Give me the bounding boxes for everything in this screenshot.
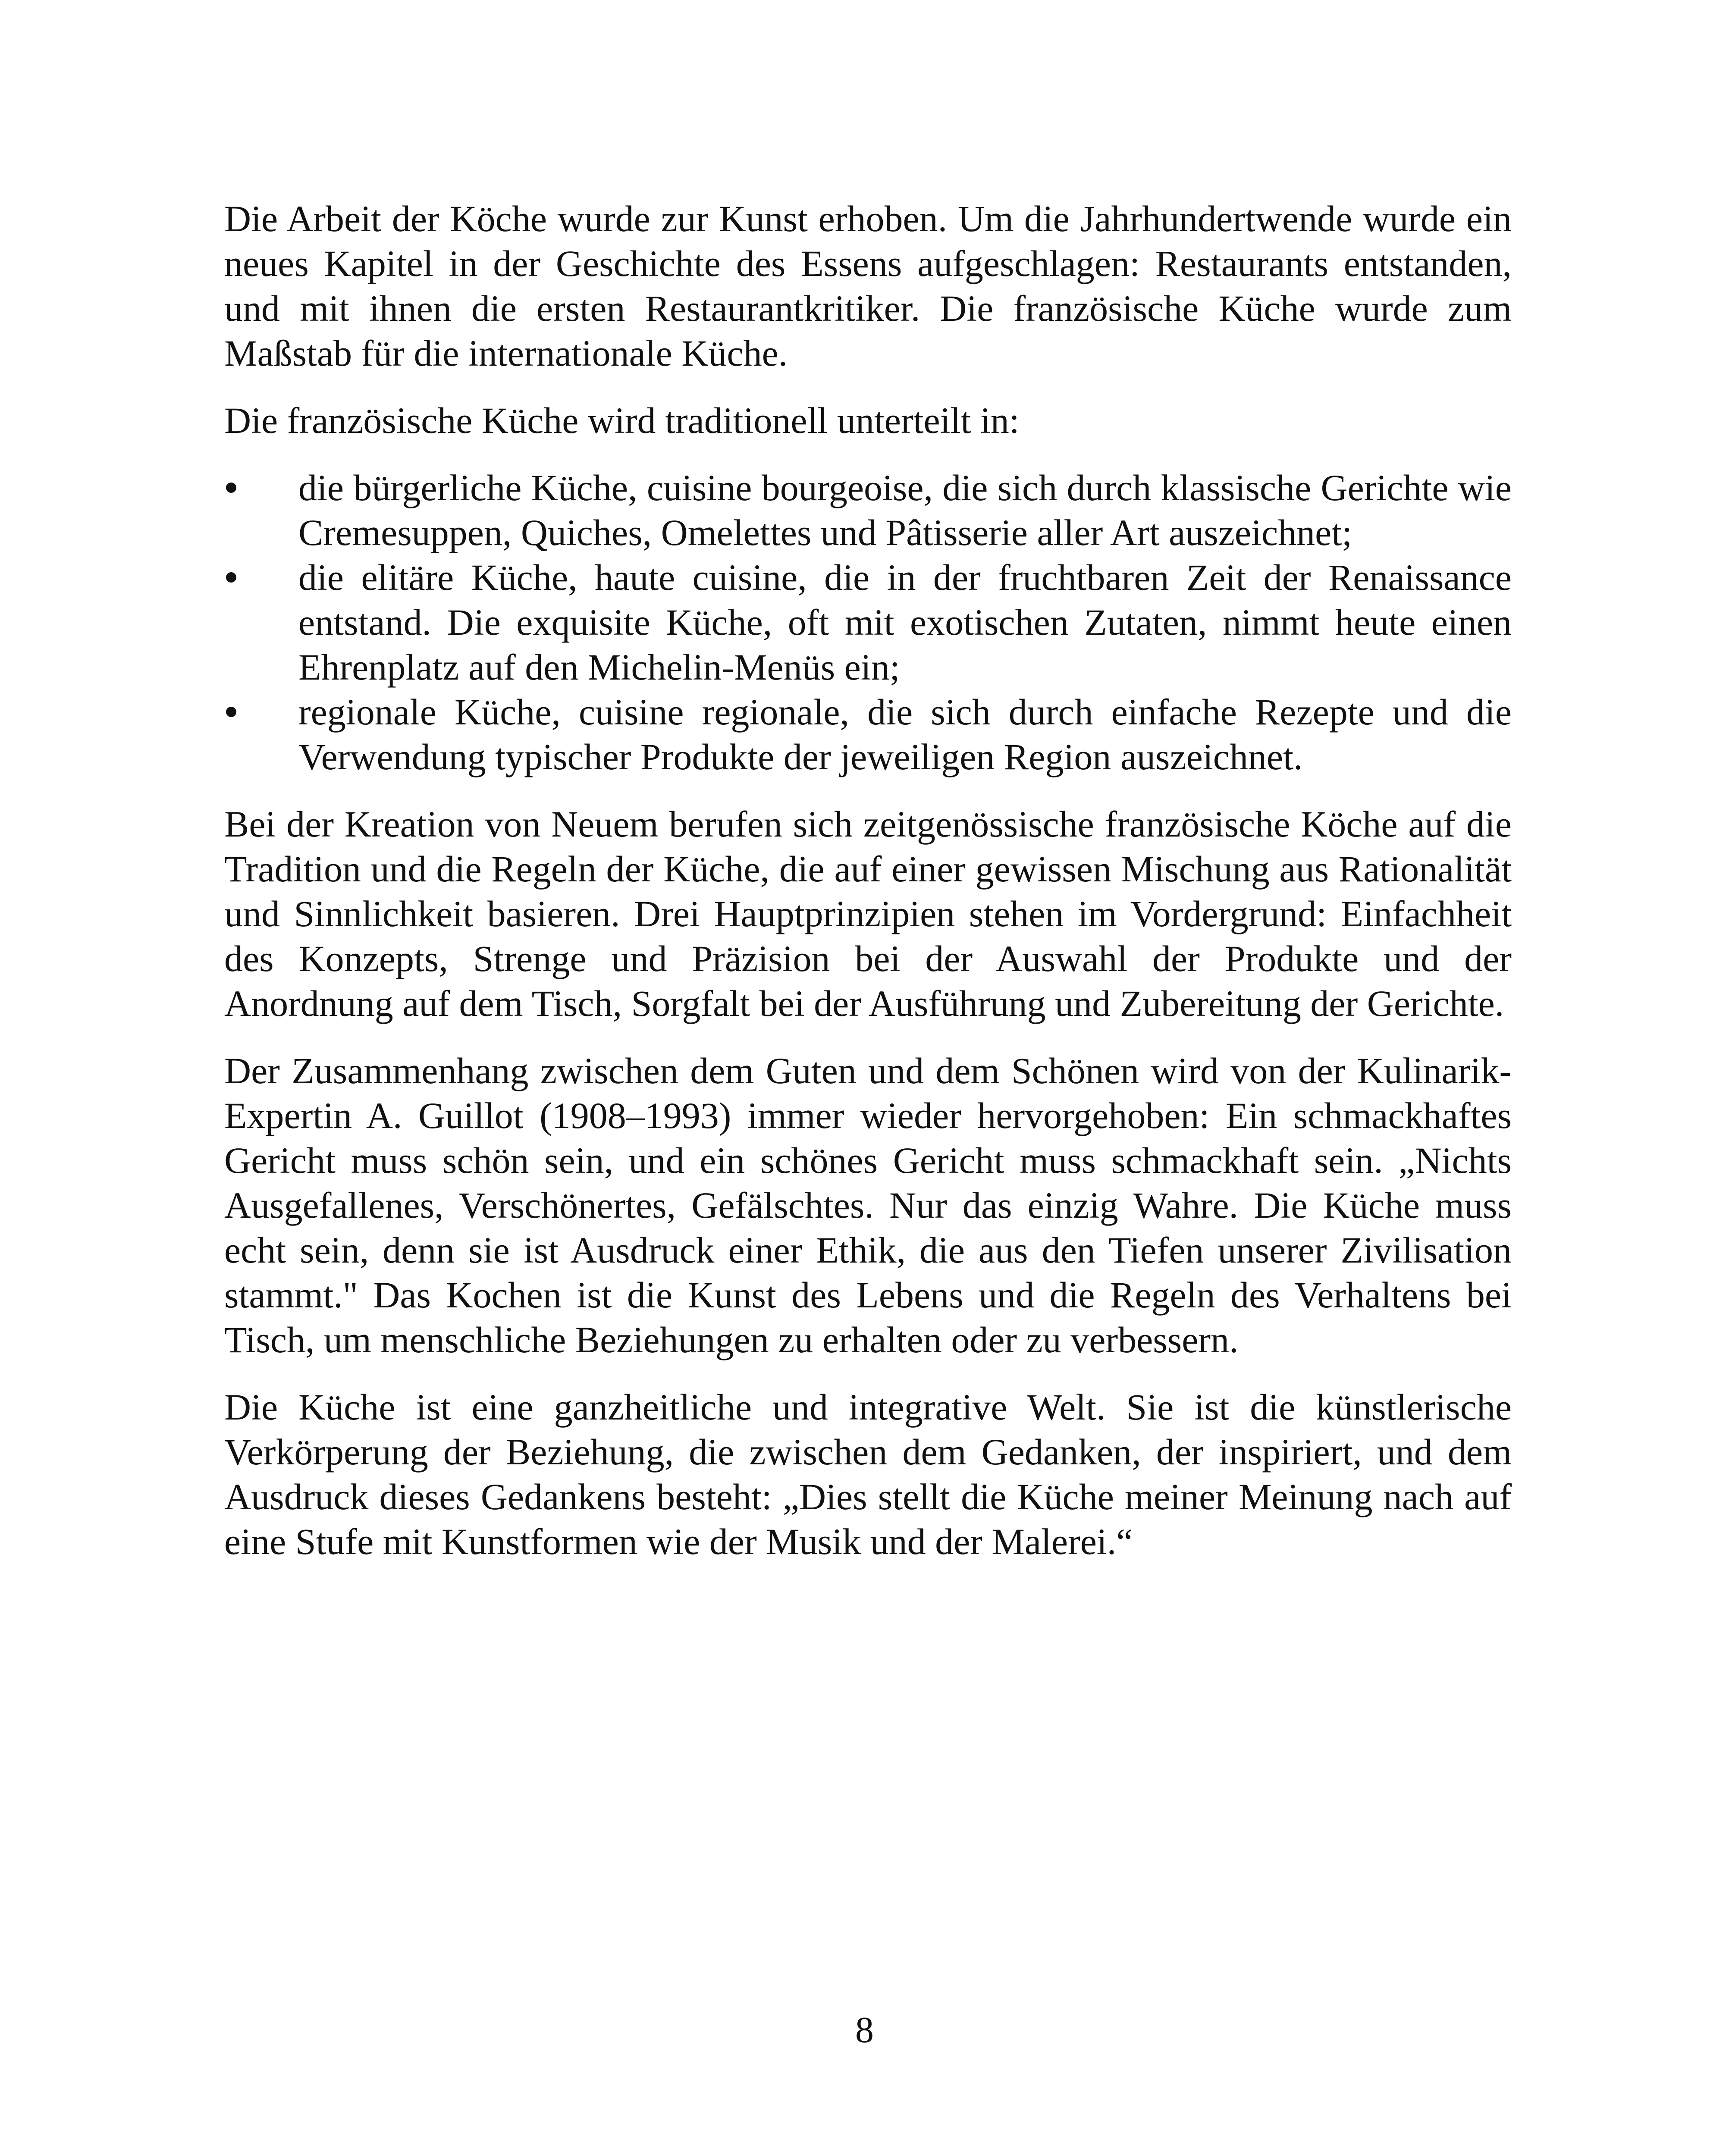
list-item-text: regionale Küche, cuisine regionale, die sich durch einfache Rezepte und die Verwendung typischer Produkte der jeweiligen Region auszeichnet. [298, 691, 1512, 777]
list-item-text: die bürgerliche Küche, cuisine bourgeoise, die sich durch klassische Gerichte wie Cremesuppen, Quiches, Omelettes und Pâtisserie aller Art auszeichnet; [298, 467, 1512, 553]
page-number: 8 [855, 2009, 874, 2050]
list-item [224, 555, 1512, 689]
paragraph-restaurants-history: Die Arbeit der Köche wurde zur Kunst erhoben. Um die Jahrhundertwende wurde ein neues Kapitel in der Geschichte des Essens aufgeschlagen: Restaurants entstanden, und mit ihnen die ersten Restaurantkritiker. Die französische Küche wurde zum Maßstab für die internationale Küche. [224, 198, 1512, 374]
bullet-icon [224, 689, 250, 734]
cuisine-types-list [224, 465, 1512, 779]
paragraph-principles: Bei der Kreation von Neuem berufen sich zeitgenössische französische Köche auf die Tradition und die Regeln der Küche, die auf einer gewissen Mischung aus Rationalität und Sinnlichkeit basieren. Drei Hauptprinzipien stehen im Vordergrund: Einfachheit des Konzepts, Strenge und Präzision bei der Auswahl der Produkte und der Anordnung auf dem Tisch, Sorgfalt bei der Ausführung und Zubereitung der Gerichte. [224, 803, 1512, 1024]
paragraph-list-intro: Die französische Küche wird traditionell unterteilt in: [224, 400, 1020, 441]
list-item-text: die elitäre Küche, haute cuisine, die in der fruchtbaren Zeit der Renaissance entstand. Die exquisite Küche, oft mit exotischen Zutaten, nimmt heute einen Ehrenplatz auf den Michelin-Menüs ein; [298, 557, 1512, 688]
paragraph-guillot-quote: Der Zusammenhang zwischen dem Guten und dem Schönen wird von der Kulinarik-Expertin A. Guillot (1908–1993) immer wieder hervorgehoben: Ein schmackhaftes Gericht muss schön sein, und ein schönes Gericht muss schmackhaft sein. „Nichts Ausgefallenes, Verschönertes, Gefälschtes. Nur das einzig Wahre. Die Küche muss echt sein, denn sie ist Ausdruck einer Ethik, die aus den Tiefen unserer Zivilisation stammt." Das Kochen ist die Kunst des Lebens und die Regeln des Verhaltens bei Tisch, um menschliche Beziehungen zu erhalten oder zu verbessern. [224, 1050, 1512, 1360]
bullet-icon [224, 465, 250, 510]
page-body [224, 196, 1512, 1586]
bullet-icon [224, 555, 250, 600]
paragraph-cuisine-art: Die Küche ist eine ganzheitliche und integrative Welt. Sie ist die künstlerische Verkörperung der Beziehung, die zwischen dem Gedanken, der inspiriert, und dem Ausdruck dieses Gedankens besteht: „Dies stellt die Küche meiner Meinung nach auf eine Stufe mit Kunstformen wie der Musik und der Malerei.“ [224, 1386, 1512, 1562]
list-item [224, 465, 1512, 555]
list-item [224, 689, 1512, 779]
